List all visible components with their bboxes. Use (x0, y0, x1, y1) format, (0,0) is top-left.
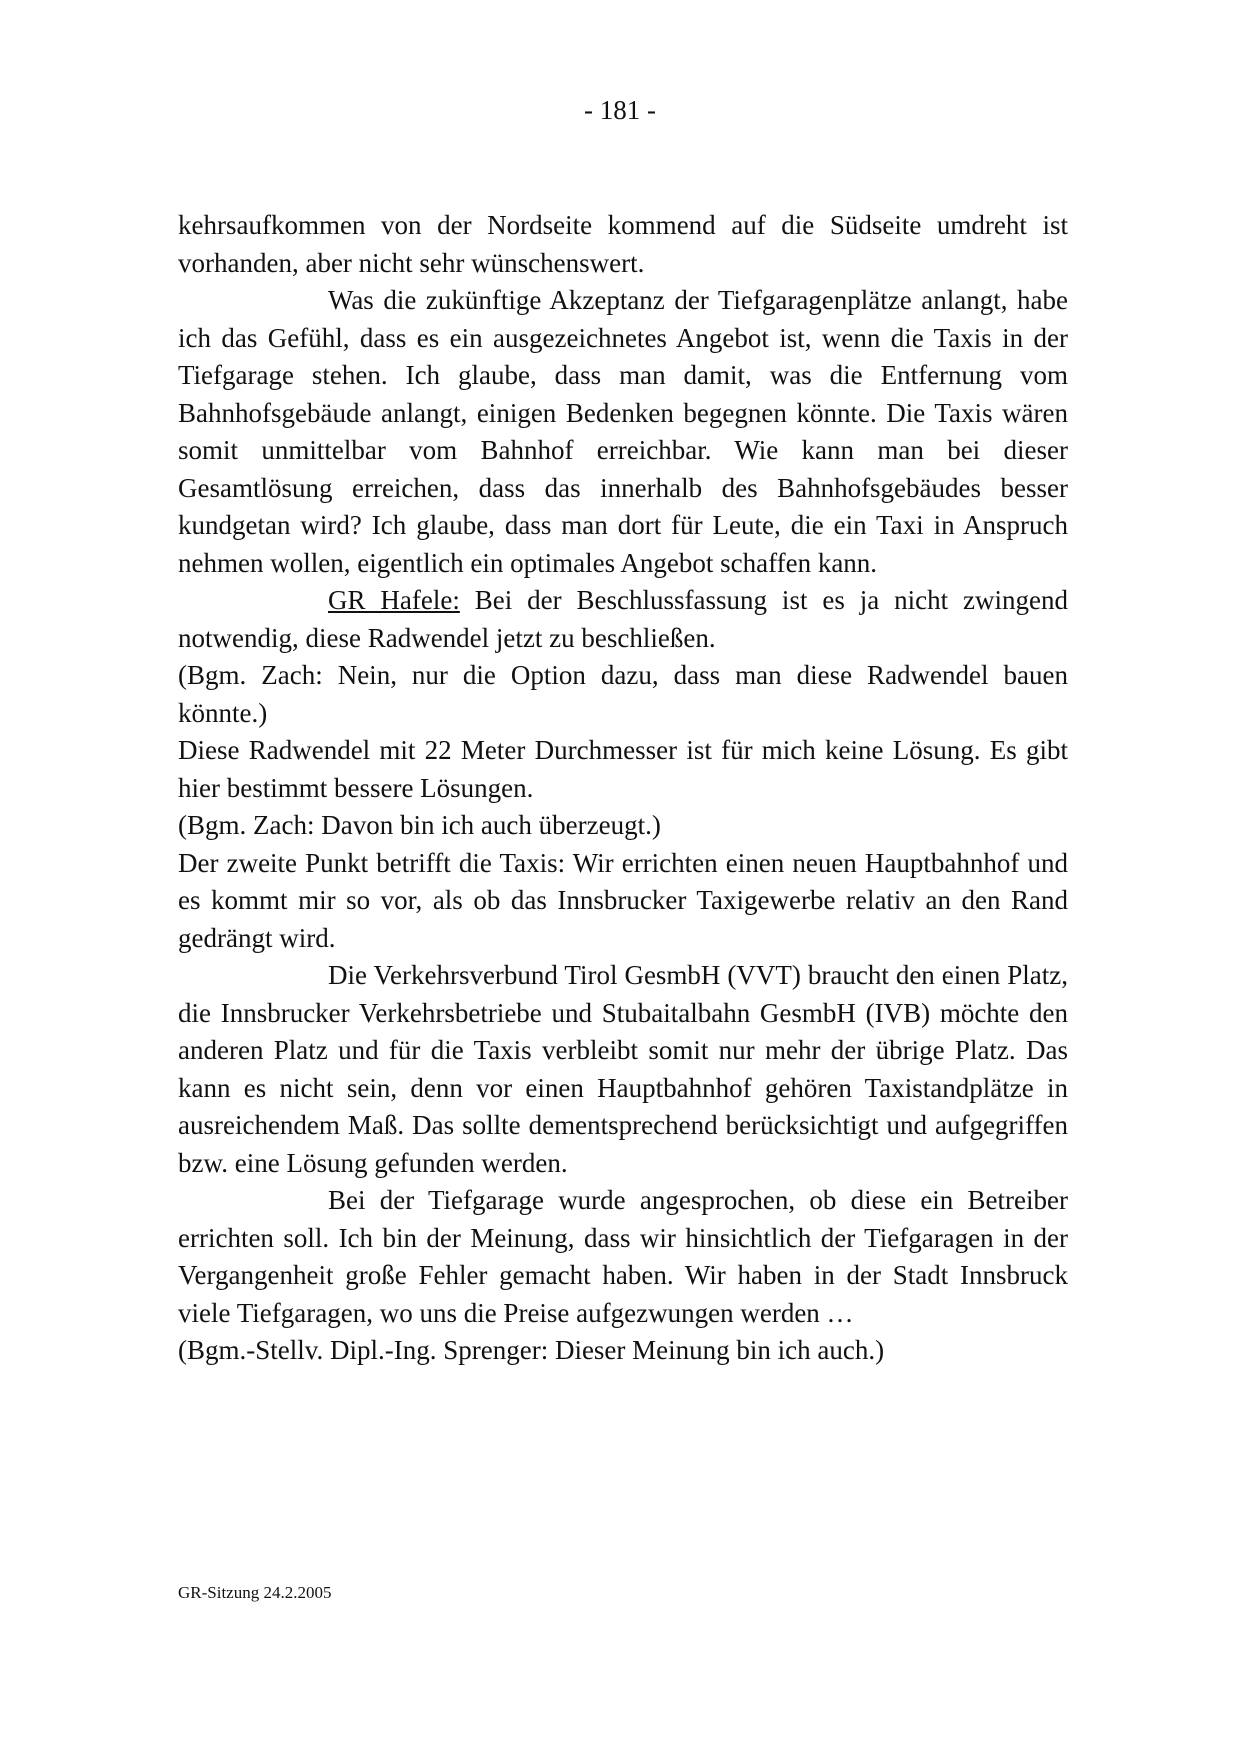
speaker-text: Bei der Beschlussfassung ist es ja nicht zwingend notwendig, diese Radwendel jetzt zu beschließen. (178, 585, 1068, 653)
paragraph-continuation: kehrsaufkommen von der Nordseite kommend auf die Südseite umdreht ist vorhanden, aber nicht sehr wünschenswert. (178, 210, 1068, 278)
paragraph-taxi-acceptance: Was die zukünftige Akzeptanz der Tiefgaragenplätze anlangt, habe ich das Gefühl, dass es ein ausgezeichnetes Angebot ist, wenn die Taxis in der Tiefgarage stehen. Ich glaube, dass man damit, was die Entfernung vom Bahnhofsgebäude anlangt, einigen Bedenken begegnen könnte. Die Taxis wären somit unmittelbar vom Bahnhof erreichbar. Wie kann man bei dieser Gesamtlösung erreichen, dass das innerhalb des Bahnhofsgebäudes besser kundgetan wird? Ich glaube, dass man dort für Leute, die ein Taxi in Anspruch nehmen wollen, eigentlich ein optimales Angebot schaffen kann. (178, 285, 1068, 578)
paragraph-hafele-statement (178, 582, 1068, 657)
interjection-sprenger: (Bgm.-Stellv. Dipl.-Ing. Sprenger: Dieser Meinung bin ich auch.) (178, 1335, 885, 1365)
paragraph-radwendel: Diese Radwendel mit 22 Meter Durchmesser ist für mich keine Lösung. Es gibt hier bestimmt bessere Lösungen. (178, 735, 1068, 803)
paragraph-tiefgarage: Bei der Tiefgarage wurde angesprochen, ob diese ein Betreiber errichten soll. Ich bin der Meinung, dass wir hinsichtlich der Tiefgaragen in der Vergangenheit große Fehler gemacht haben. Wir haben in der Stadt Innsbruck viele Tiefgaragen, wo uns die Preise aufgezwungen werden … (178, 1185, 1068, 1328)
footer-session-date: GR-Sitzung 24.2.2005 (178, 1583, 332, 1602)
interjection-zach-convinced: (Bgm. Zach: Davon bin ich auch überzeugt.) (178, 810, 661, 840)
interjection-zach-option: (Bgm. Zach: Nein, nur die Option dazu, dass man diese Radwendel bauen könnte.) (178, 660, 1068, 728)
document-body (178, 207, 1068, 1370)
speaker-name: GR Hafele: (328, 585, 460, 615)
paragraph-vvt-ivb: Die Verkehrsverbund Tirol GesmbH (VVT) braucht den einen Platz, die Innsbrucker Verkehrsbetriebe und Stubaitalbahn GesmbH (IVB) möchte den anderen Platz und für die Taxis verbleibt somit nur mehr der übrige Platz. Das kann es nicht sein, denn vor einen Hauptbahnhof gehören Taxistandplätze in ausreichendem Maß. Das sollte dementsprechend berücksichtigt und aufgegriffen bzw. eine Lösung gefunden werden. (178, 960, 1068, 1178)
paragraph-taxis-point: Der zweite Punkt betrifft die Taxis: Wir errichten einen neuen Hauptbahnhof und es kommt mir so vor, als ob das Innsbrucker Taxigewerbe relativ an den Rand gedrängt wird. (178, 847, 1068, 953)
page-number: - 181 - (584, 95, 656, 125)
